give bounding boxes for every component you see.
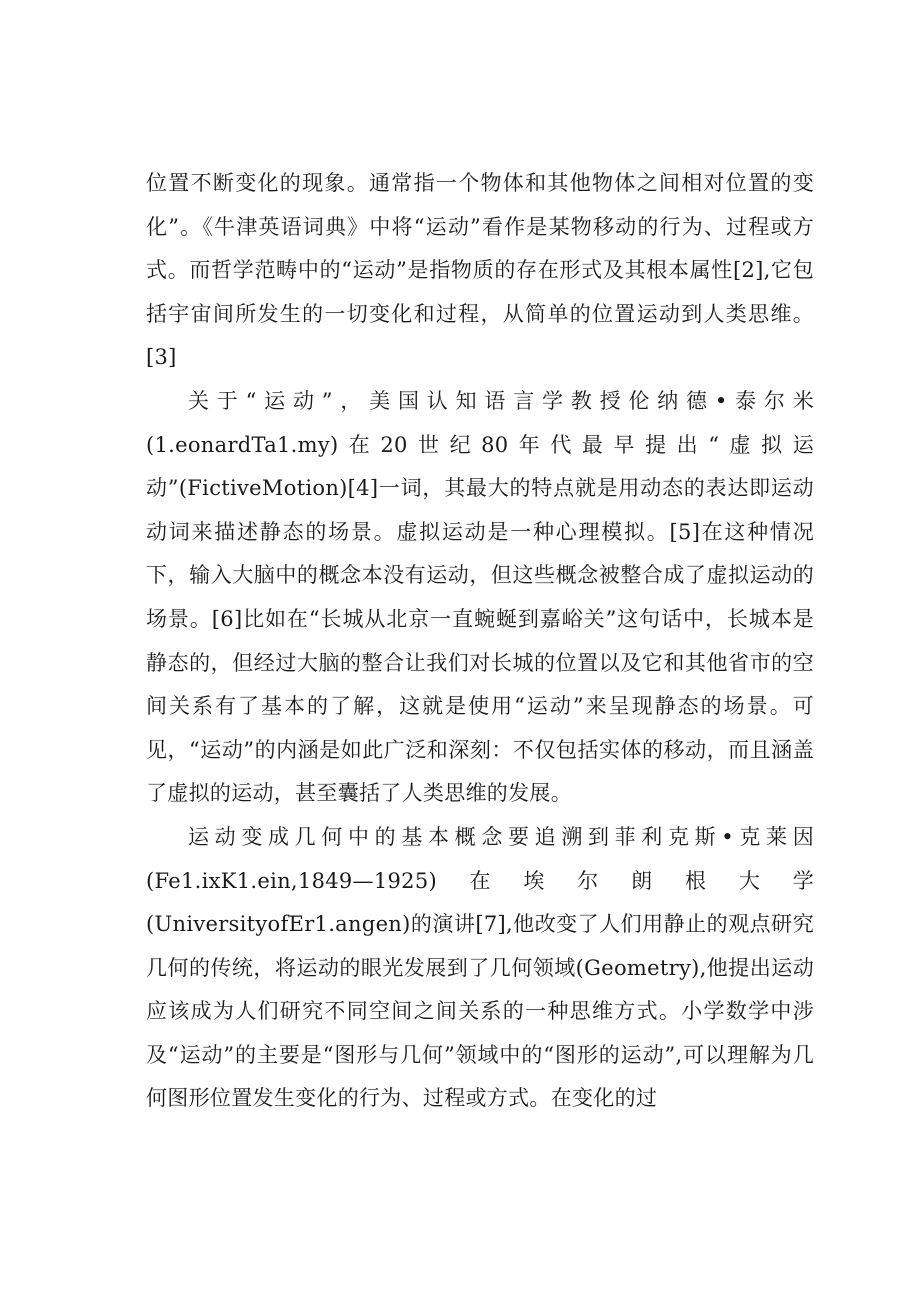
paragraph-3: 运动变成几何中的基本概念要追溯到菲利克斯•克莱因(Fe1.ixK1.ein,1849—1925)在埃尔朗根大学(UniversityofEr1.angen)的演讲[7],他改变了人们用静止的观点研究几何的传统，将运动的眼光发展到了几何领域(Geometry),他提出运动应该成为人们研究不同空间之间关系的一种思维方式。小学数学中涉及“运动”的主要是“图形与几何”领域中的“图形的运动”,可以理解为几何图形位置发生变化的行为、过程或方式。在变化的过 <box>146 824 814 1111</box>
paragraph-1: 位置不断变化的现象。通常指一个物体和其他物体之间相对位置的变化”。《牛津英语词典》中将“运动”看作是某物移动的行为、过程或方式。而哲学范畴中的“运动”是指物质的存在形式及其根本属性[2],它包括宇宙间所发生的一切变化和过程，从简单的位置运动到人类思维。[3] <box>146 171 814 370</box>
paragraph-2: 关于“运动”，美国认知语言学教授伦纳德•泰尔米(1.eonardTa1.my)在20世纪80年代最早提出“虚拟运动”(FictiveMotion)[4]一词，其最大的特点就是用动态的表达即运动动词来描述静态的场景。虚拟运动是一种心理模拟。[5]在这种情况下，输入大脑中的概念本没有运动，但这些概念被整合成了虚拟运动的场景。[6]比如在“长城从北京一直蜿蜒到嘉峪关”这句话中，长城本是静态的，但经过大脑的整合让我们对长城的位置以及它和其他省市的空间关系有了基本的了解，这就是使用“运动”来呈现静态的场景。可见，“运动”的内涵是如此广泛和深刻：不仅包括实体的移动，而且涵盖了虚拟的运动，甚至囊括了人类思维的发展。 <box>146 388 814 806</box>
body-text <box>146 162 814 1121</box>
